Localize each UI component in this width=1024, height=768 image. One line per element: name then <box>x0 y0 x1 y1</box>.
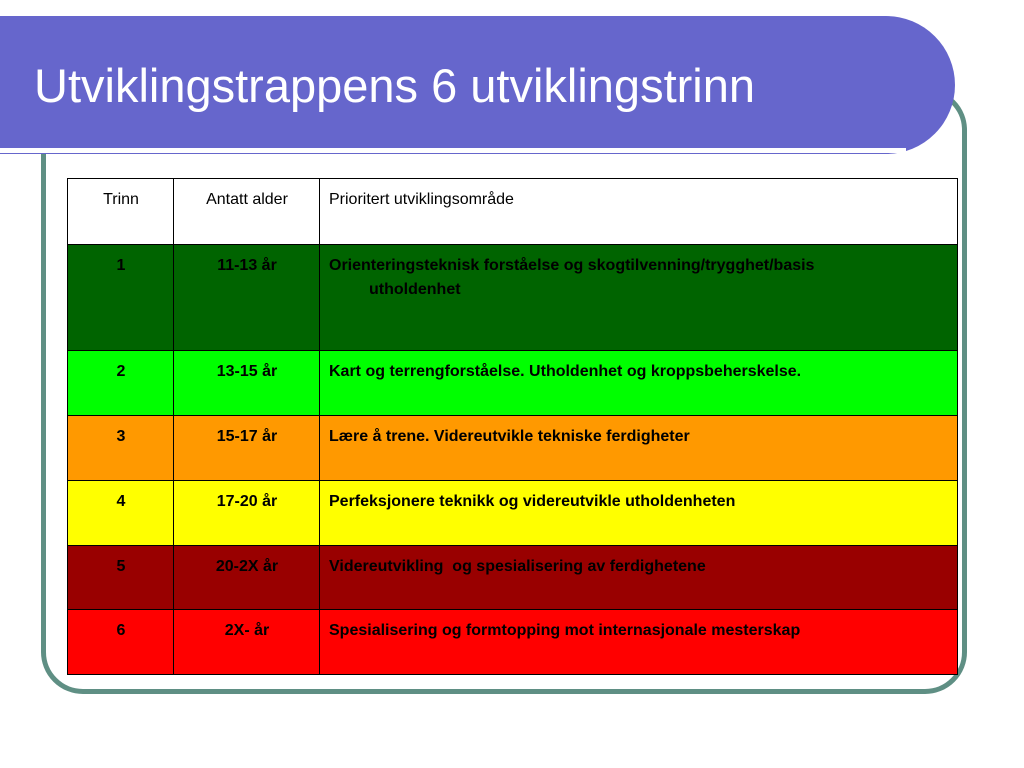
cell-trinn: 2 <box>68 351 174 416</box>
table-row <box>68 481 958 546</box>
header-trinn: Trinn <box>68 179 174 245</box>
cell-trinn: 6 <box>68 610 174 675</box>
table-row <box>68 416 958 481</box>
cell-alder: 15-17 år <box>174 416 320 481</box>
cell-omrade: Perfeksjonere teknikk og videreutvikle utholdenheten <box>320 481 958 546</box>
cell-alder: 13-15 år <box>174 351 320 416</box>
cell-omrade <box>320 245 958 351</box>
header-utviklingsomrade: Prioritert utviklingsområde <box>320 179 958 245</box>
table-header-row <box>68 179 958 245</box>
cell-trinn: 3 <box>68 416 174 481</box>
table-row <box>68 546 958 610</box>
table-row <box>68 610 958 675</box>
cell-omrade-line2: utholdenhet <box>369 281 461 298</box>
cell-omrade: Lære å trene. Videreutvikle tekniske ferdigheter <box>320 416 958 481</box>
title-underline <box>0 148 906 153</box>
cell-alder: 17-20 år <box>174 481 320 546</box>
cell-trinn: 4 <box>68 481 174 546</box>
cell-alder: 2X- år <box>174 610 320 675</box>
cell-alder: 11-13 år <box>174 245 320 351</box>
cell-trinn: 5 <box>68 546 174 610</box>
cell-omrade: Videreutvikling og spesialisering av ferdighetene <box>320 546 958 610</box>
header-antatt-alder: Antatt alder <box>174 179 320 245</box>
title-bar <box>0 16 955 154</box>
development-stages-table <box>67 178 958 675</box>
table-row <box>68 351 958 416</box>
cell-omrade-line1: Orienteringsteknisk forståelse og skogtilvenning/trygghet/basis <box>329 257 815 274</box>
slide-title: Utviklingstrappens 6 utviklingstrinn <box>34 59 755 112</box>
cell-alder: 20-2X år <box>174 546 320 610</box>
cell-omrade: Spesialisering og formtopping mot internasjonale mesterskap <box>320 610 958 675</box>
table-row <box>68 245 958 351</box>
cell-trinn: 1 <box>68 245 174 351</box>
cell-omrade: Kart og terrengforståelse. Utholdenhet og kroppsbeherskelse. <box>320 351 958 416</box>
